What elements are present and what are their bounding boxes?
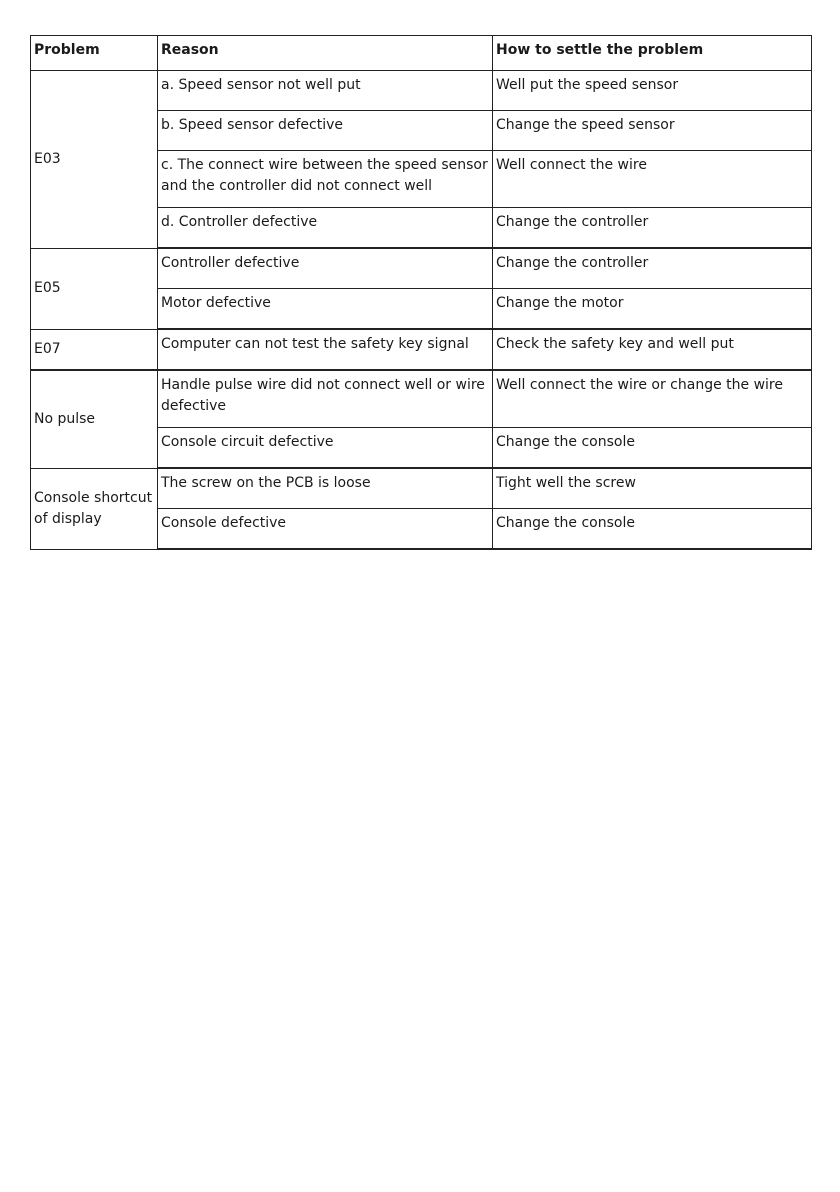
table-row xyxy=(31,370,812,428)
header-settle: How to settle the problem xyxy=(493,36,812,71)
problem-cell-no-pulse: No pulse xyxy=(31,370,158,468)
settle-cell: Well connect the wire or change the wire xyxy=(493,370,812,428)
settle-cell: Check the safety key and well put xyxy=(493,329,812,370)
table-row xyxy=(31,71,812,111)
reason-cell: Computer can not test the safety key signal xyxy=(158,329,493,370)
reason-cell: b. Speed sensor defective xyxy=(158,111,493,151)
reason-cell: c. The connect wire between the speed sensor and the controller did not connect well xyxy=(158,151,493,208)
settle-cell: Well connect the wire xyxy=(493,151,812,208)
reason-cell: Console circuit defective xyxy=(158,428,493,469)
reason-cell: Motor defective xyxy=(158,289,493,330)
problem-cell-e03: E03 xyxy=(31,71,158,249)
settle-cell: Change the speed sensor xyxy=(493,111,812,151)
reason-cell: Controller defective xyxy=(158,248,493,289)
settle-cell: Change the console xyxy=(493,428,812,469)
settle-cell: Change the controller xyxy=(493,248,812,289)
problem-cell-e05: E05 xyxy=(31,248,158,329)
reason-cell: a. Speed sensor not well put xyxy=(158,71,493,111)
table-row xyxy=(31,468,812,509)
settle-cell: Well put the speed sensor xyxy=(493,71,812,111)
settle-cell: Change the console xyxy=(493,509,812,550)
table-row xyxy=(31,248,812,289)
settle-cell: Change the motor xyxy=(493,289,812,330)
problem-cell-e07: E07 xyxy=(31,329,158,370)
reason-cell: The screw on the PCB is loose xyxy=(158,468,493,509)
problem-cell-console-shortcut: Console shortcut of display xyxy=(31,468,158,549)
reason-cell: Handle pulse wire did not connect well or wire defective xyxy=(158,370,493,428)
troubleshooting-table xyxy=(30,35,812,550)
header-row xyxy=(31,36,812,71)
table-row xyxy=(31,329,812,370)
settle-cell: Tight well the screw xyxy=(493,468,812,509)
reason-cell: Console defective xyxy=(158,509,493,550)
settle-cell: Change the controller xyxy=(493,208,812,249)
header-reason: Reason xyxy=(158,36,493,71)
reason-cell: d. Controller defective xyxy=(158,208,493,249)
header-problem: Problem xyxy=(31,36,158,71)
